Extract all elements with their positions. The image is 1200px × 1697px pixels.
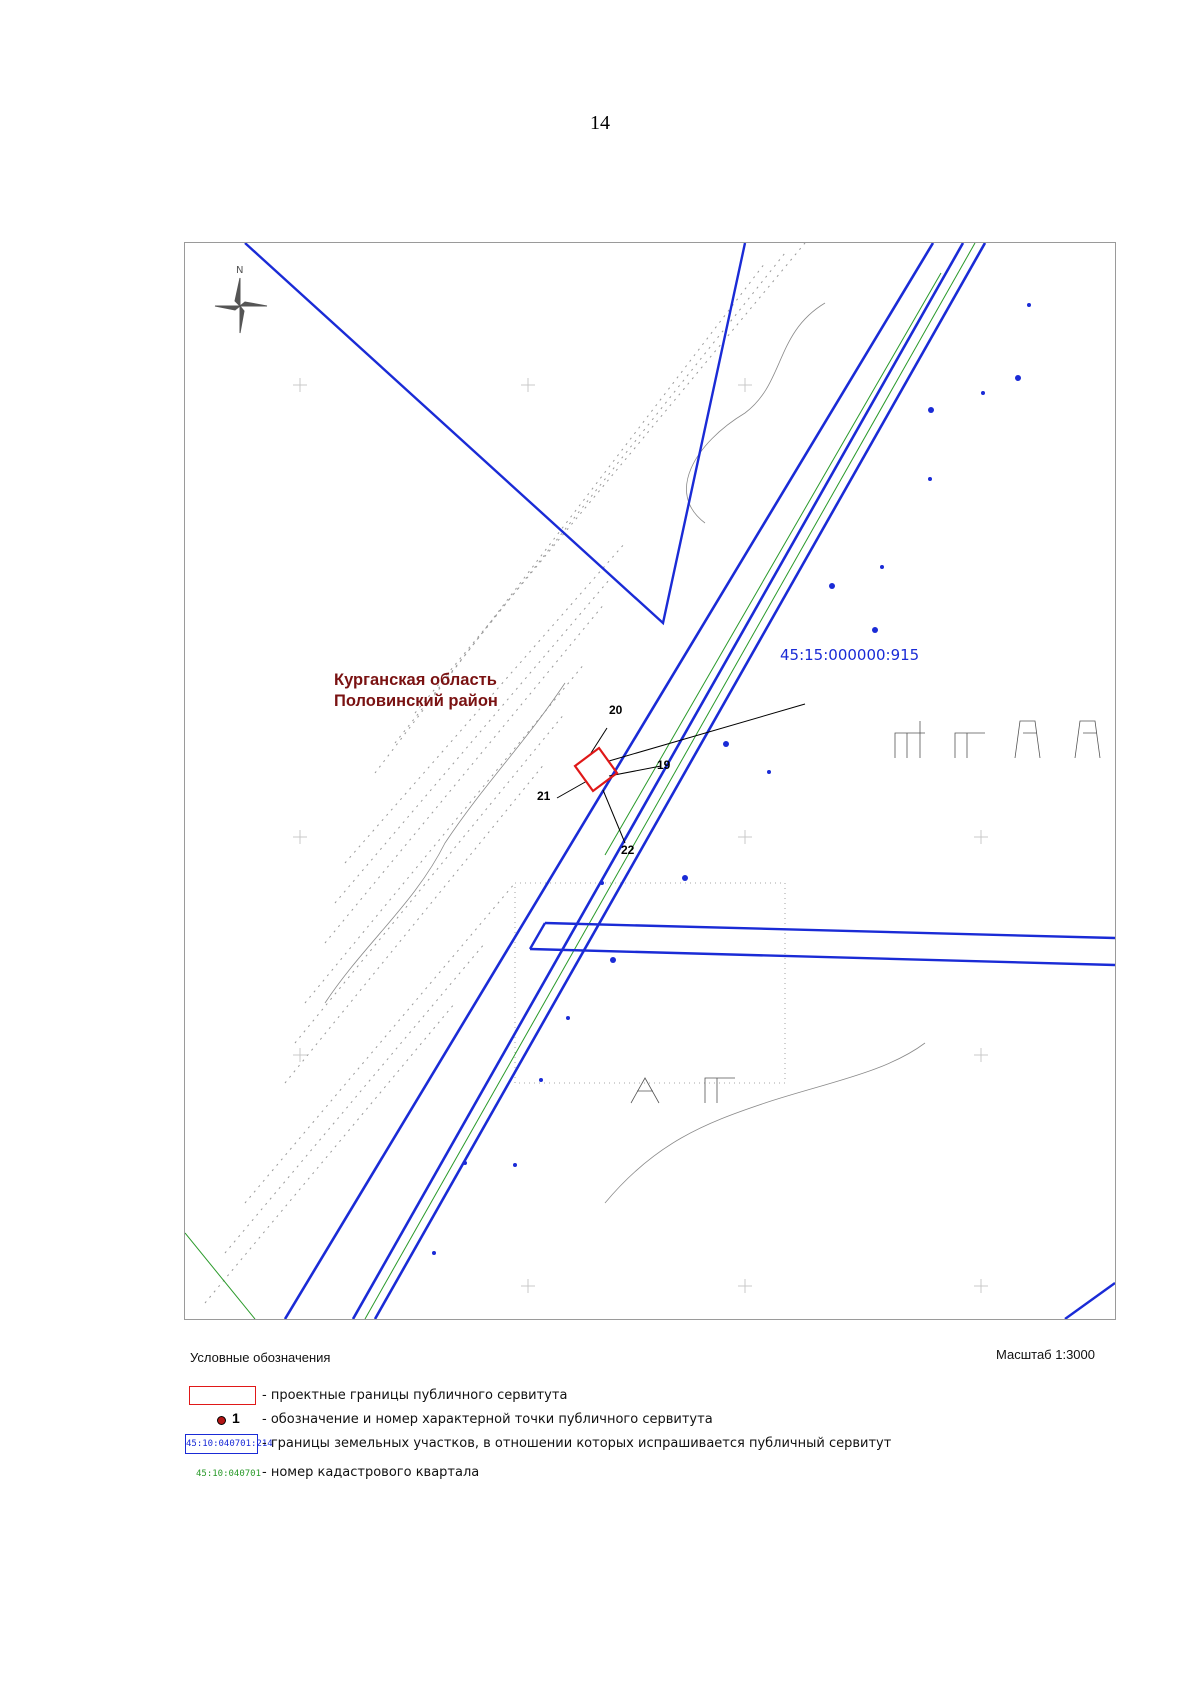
survey-points [432,303,1031,1255]
legend-text: - границы земельных участков, в отношении которых испрашивается публичный сервитут [262,1436,892,1451]
cadastral-map[interactable] [184,242,1116,1320]
road-corridor [285,243,985,1319]
terrain-hatching [205,243,805,1303]
side-road [530,923,1115,965]
cadastral-parcel-label: 45:15:000000:915 [780,646,920,664]
quarter-symbol: 45:10:040701 [196,1469,262,1479]
tower-schematics [631,721,1100,1103]
servitude-symbol-icon [189,1386,256,1405]
north-arrow-icon [215,265,267,333]
point-symbol-icon [217,1416,226,1425]
region-label [334,670,498,712]
legend-text: - проектные границы публичного сервитута [262,1388,568,1403]
map-drawing [185,243,1115,1319]
legend-text: - номер кадастрового квартала [262,1465,480,1480]
point-label-21: 21 [537,789,551,803]
grid-crosses [293,378,988,1293]
page-number: 14 [590,112,610,134]
legend-text: - обозначение и номер характерной точки публичного сервитута [262,1412,713,1427]
point-label-22: 22 [621,843,635,857]
parcel-symbol-icon: 45:10:040701:214 [185,1434,258,1454]
point-label-20: 20 [609,703,623,717]
point-label-19: 19 [657,758,671,772]
parcel-corner-lower [1065,1283,1115,1319]
district-name: Половинский район [334,692,498,710]
scale-label: Масштаб 1:3000 [996,1347,1095,1362]
legend-title: Условные обозначения [190,1350,331,1365]
point-symbol-number: 1 [232,1410,240,1426]
region-name: Курганская область [334,671,497,689]
svg-text:N: N [236,265,244,276]
parcel-boundary-upper [245,243,745,623]
